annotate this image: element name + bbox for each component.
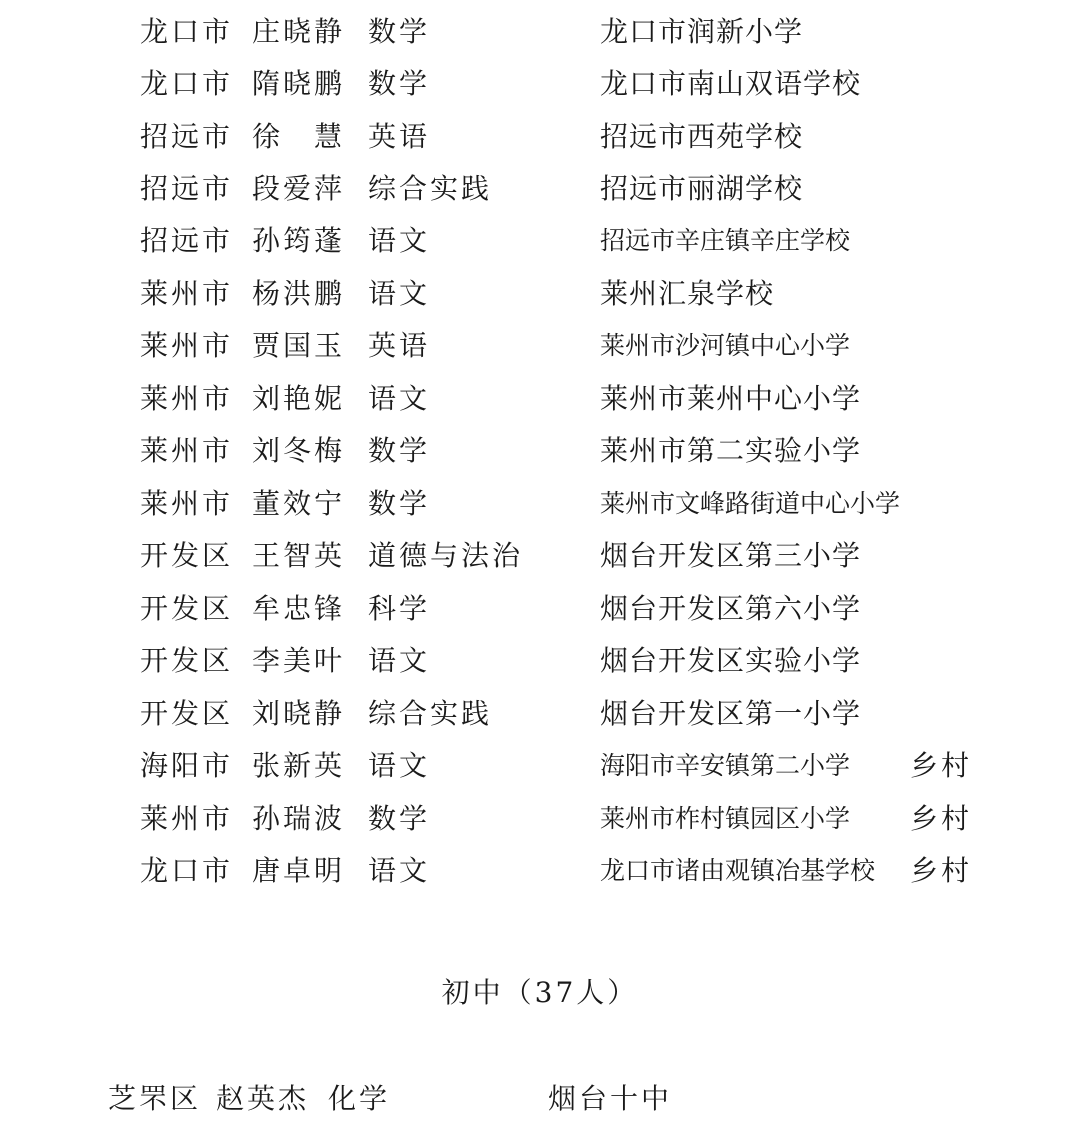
list-item <box>0 635 1080 687</box>
name-cell: 刘晓静 <box>252 697 346 730</box>
name-cell: 牟忠锋 <box>252 592 346 625</box>
name-cell: 徐 慧 <box>252 120 346 153</box>
school-cell: 莱州市沙河镇中心小学 <box>600 331 851 360</box>
subject-cell: 语文 <box>368 749 431 782</box>
list-item <box>0 320 1080 372</box>
subject-cell: 道德与法治 <box>368 539 524 572</box>
name-cell: 贾国玉 <box>252 329 346 362</box>
region-cell: 莱州市 <box>140 382 234 415</box>
school-cell: 莱州汇泉学校 <box>600 277 775 310</box>
list-item <box>0 478 1080 530</box>
list-item <box>0 530 1080 582</box>
school-cell: 莱州市第二实验小学 <box>600 434 862 467</box>
list-item <box>0 111 1080 163</box>
region-cell: 开发区 <box>140 539 234 572</box>
subject-cell: 数学 <box>368 67 431 100</box>
school-cell: 烟台开发区第三小学 <box>600 539 862 572</box>
region-cell: 海阳市 <box>140 749 234 782</box>
list-item <box>0 845 1080 897</box>
name-cell: 唐卓明 <box>252 854 346 887</box>
name-cell: 赵英杰 <box>216 1082 310 1115</box>
section-title-junior-high: 初中（37人） <box>441 976 639 1009</box>
school-cell: 莱州市文峰路街道中心小学 <box>600 489 901 518</box>
region-cell: 莱州市 <box>140 487 234 520</box>
subject-cell: 语文 <box>368 382 431 415</box>
list-item <box>0 425 1080 477</box>
name-cell: 杨洪鹏 <box>252 277 346 310</box>
subject-cell: 化学 <box>328 1082 391 1115</box>
subject-cell: 语文 <box>368 644 431 677</box>
list-item <box>0 163 1080 215</box>
name-cell: 刘艳妮 <box>252 382 346 415</box>
name-cell: 张新英 <box>252 749 346 782</box>
subject-cell: 综合实践 <box>368 172 493 205</box>
subject-cell: 数学 <box>368 15 431 48</box>
subject-cell: 英语 <box>368 329 431 362</box>
name-cell: 隋晓鹏 <box>252 67 346 100</box>
list-item <box>0 740 1080 792</box>
school-cell: 龙口市南山双语学校 <box>600 67 862 100</box>
region-cell: 莱州市 <box>140 434 234 467</box>
list-item <box>0 215 1080 267</box>
list-item <box>0 268 1080 320</box>
subject-cell: 语文 <box>368 854 431 887</box>
region-cell: 莱州市 <box>140 277 234 310</box>
region-cell: 招远市 <box>140 172 234 205</box>
name-cell: 刘冬梅 <box>252 434 346 467</box>
subject-cell: 语文 <box>368 277 431 310</box>
list-item <box>0 58 1080 110</box>
region-cell: 开发区 <box>140 644 234 677</box>
list-item <box>0 1073 1080 1125</box>
school-cell: 龙口市诸由观镇冶基学校 <box>600 856 876 885</box>
school-cell: 招远市丽湖学校 <box>600 172 804 205</box>
region-cell: 龙口市 <box>140 854 234 887</box>
region-cell: 芝罘区 <box>108 1082 202 1115</box>
subject-cell: 数学 <box>368 487 431 520</box>
name-cell: 李美叶 <box>252 644 346 677</box>
subject-cell: 语文 <box>368 224 431 257</box>
list-item <box>0 793 1080 845</box>
region-cell: 招远市 <box>140 120 234 153</box>
school-cell: 招远市西苑学校 <box>600 120 804 153</box>
name-cell: 庄晓静 <box>252 15 346 48</box>
school-cell: 烟台开发区实验小学 <box>600 644 862 677</box>
school-cell: 海阳市辛安镇第二小学 <box>600 751 851 780</box>
list-item <box>0 583 1080 635</box>
school-cell: 烟台开发区第六小学 <box>600 592 862 625</box>
list-item <box>0 6 1080 58</box>
tag-cell: 乡村 <box>910 802 973 835</box>
subject-cell: 数学 <box>368 434 431 467</box>
region-cell: 莱州市 <box>140 329 234 362</box>
school-cell: 莱州市莱州中心小学 <box>600 382 862 415</box>
subject-cell: 英语 <box>368 120 431 153</box>
name-cell: 段爱萍 <box>252 172 346 205</box>
name-cell: 王智英 <box>252 539 346 572</box>
school-cell: 招远市辛庄镇辛庄学校 <box>600 226 851 255</box>
subject-cell: 数学 <box>368 802 431 835</box>
region-cell: 开发区 <box>140 697 234 730</box>
list-item <box>0 373 1080 425</box>
tag-cell: 乡村 <box>910 854 973 887</box>
region-cell: 龙口市 <box>140 15 234 48</box>
school-cell: 莱州市柞村镇园区小学 <box>600 804 851 833</box>
name-cell: 董效宁 <box>252 487 346 520</box>
region-cell: 龙口市 <box>140 67 234 100</box>
subject-cell: 科学 <box>368 592 431 625</box>
school-cell: 龙口市润新小学 <box>600 15 804 48</box>
subject-cell: 综合实践 <box>368 697 493 730</box>
school-cell: 烟台十中 <box>548 1082 673 1115</box>
name-cell: 孙瑞波 <box>252 802 346 835</box>
region-cell: 开发区 <box>140 592 234 625</box>
tag-cell: 乡村 <box>910 749 973 782</box>
name-cell: 孙筠蓬 <box>252 224 346 257</box>
school-cell: 烟台开发区第一小学 <box>600 697 862 730</box>
region-cell: 莱州市 <box>140 802 234 835</box>
list-item <box>0 688 1080 740</box>
region-cell: 招远市 <box>140 224 234 257</box>
